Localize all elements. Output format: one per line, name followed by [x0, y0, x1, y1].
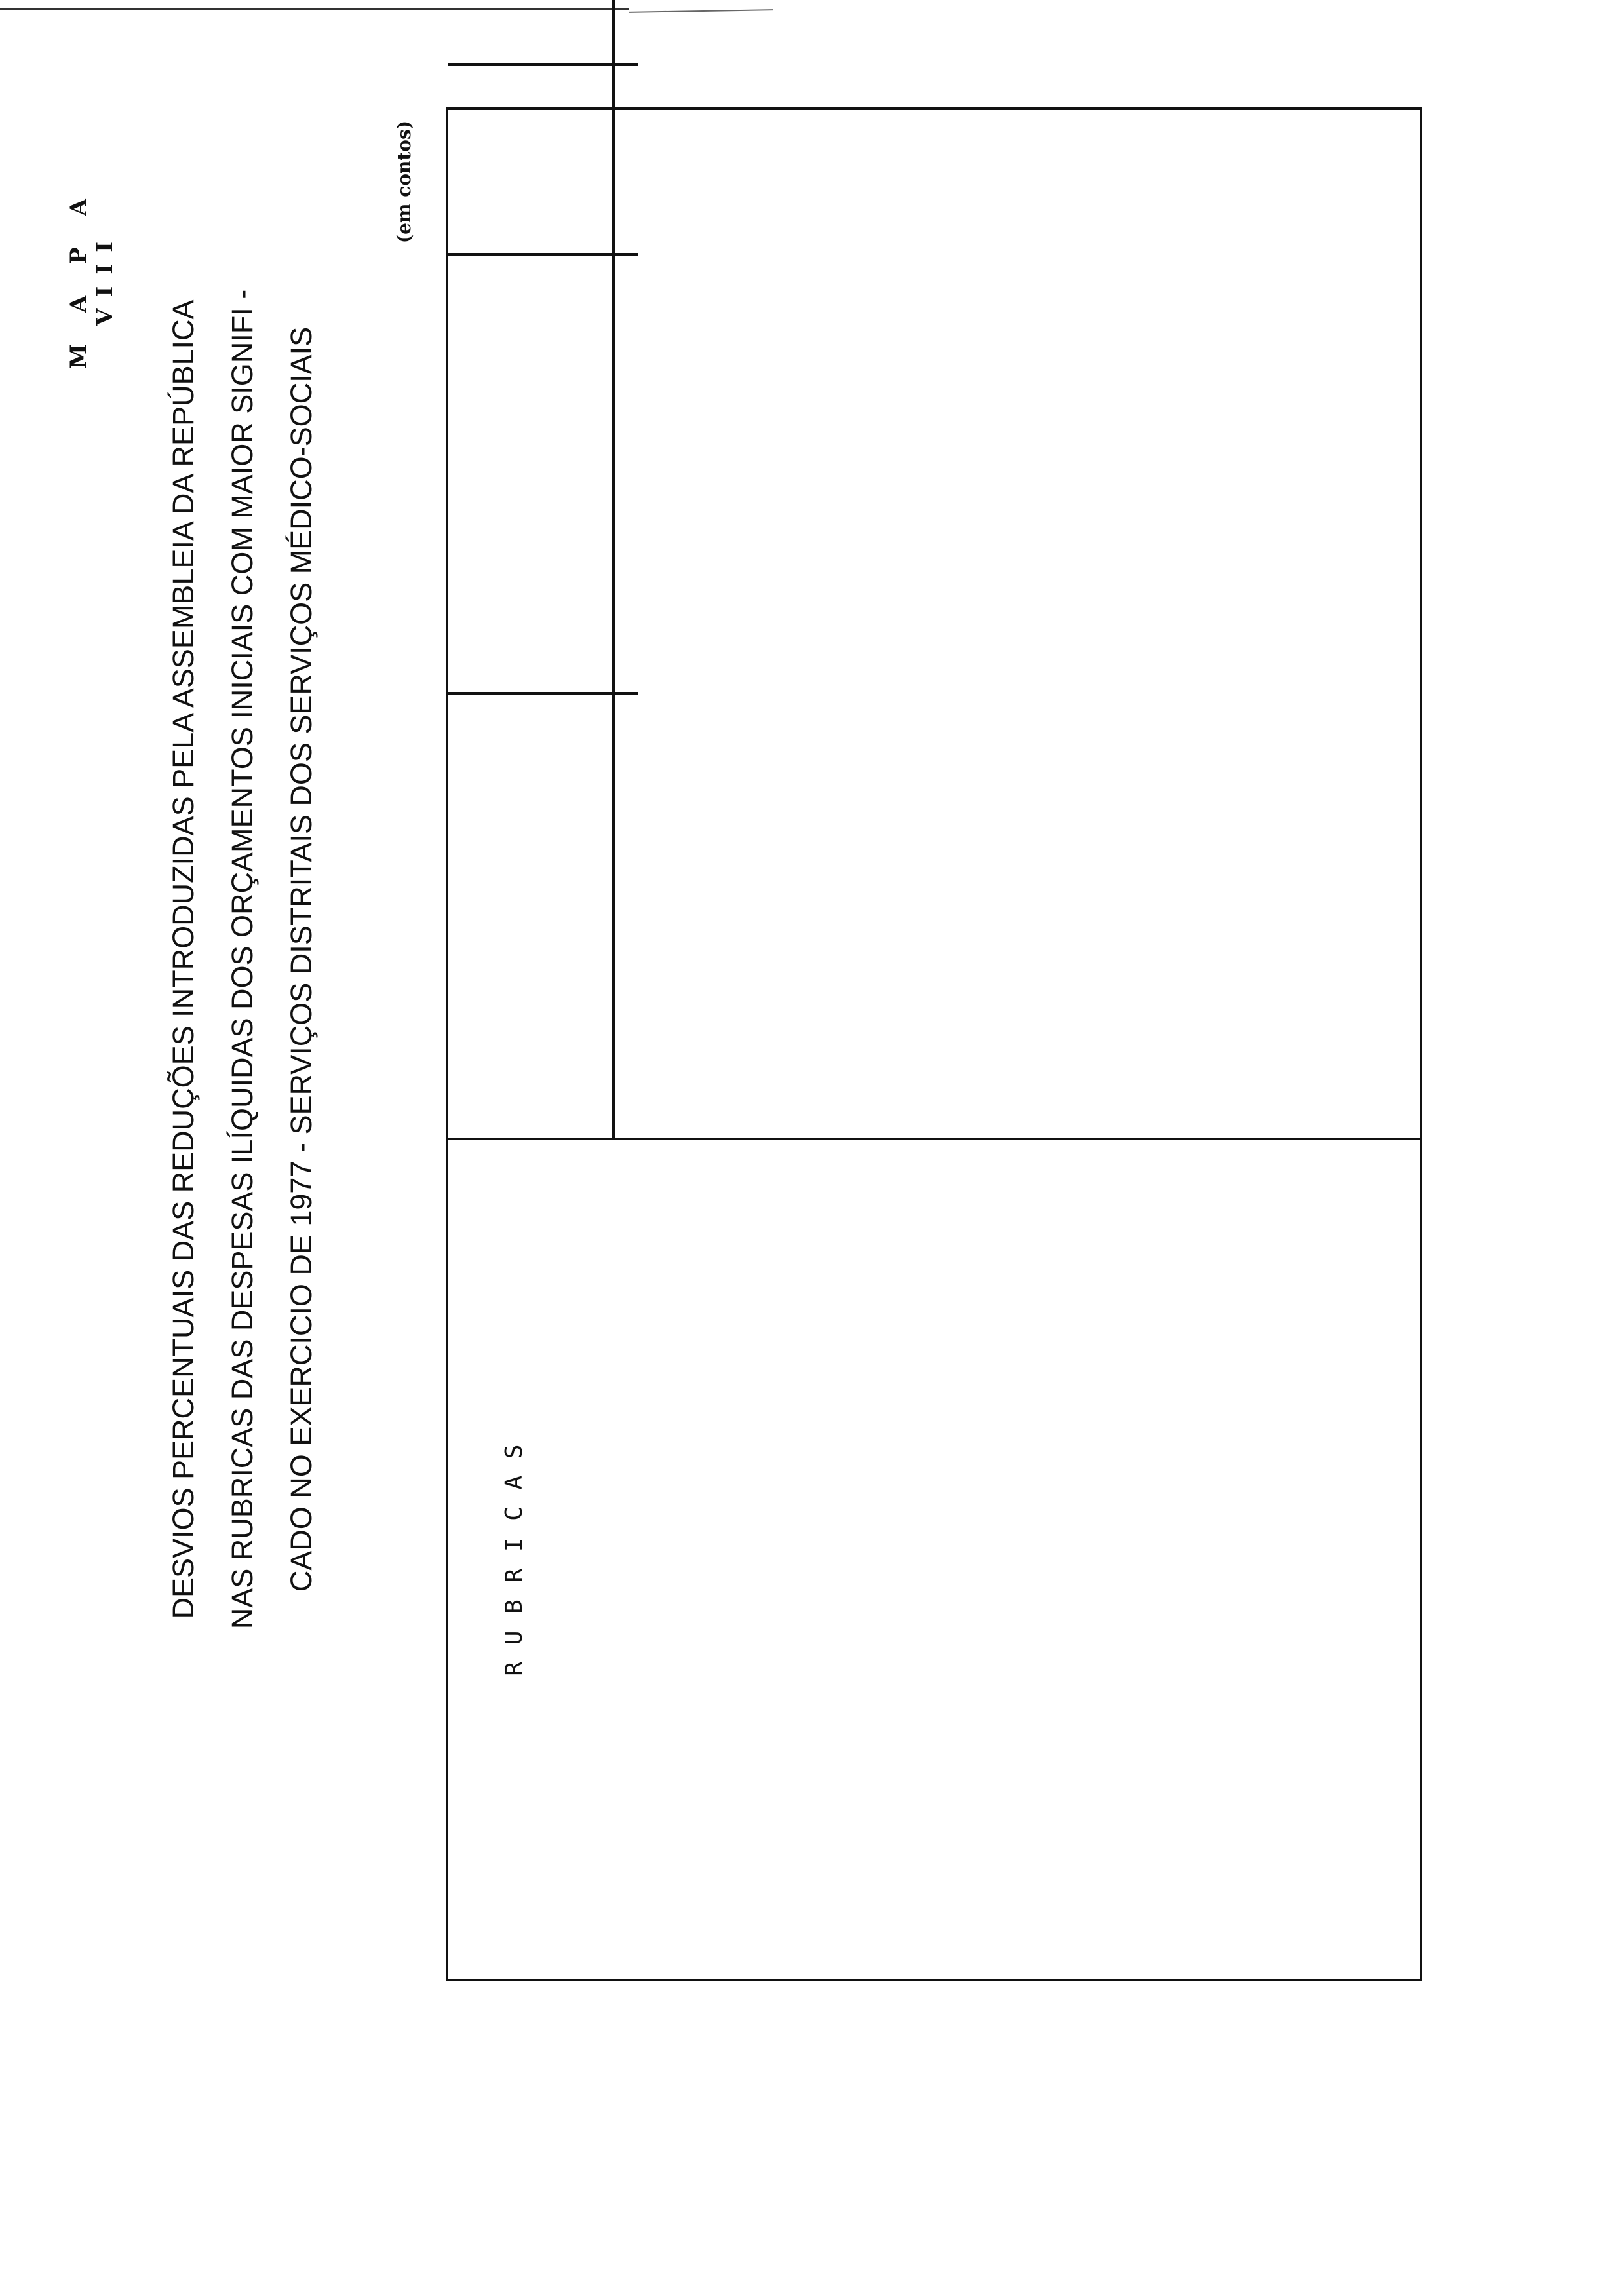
units-note: (em contos) [393, 121, 415, 244]
column-divider [448, 692, 638, 695]
document-title [154, 16, 331, 1903]
map-number: M A P A VIII [66, 187, 118, 369]
header-divider [612, 0, 615, 1140]
budget-table [446, 107, 1422, 1981]
title-line-2: NAS RUBRICAS DAS DESPESAS ILÍQUIDAS DOS ORÇAMENTOS INICIAIS COM MAIOR SIGNIFI - [225, 289, 259, 1630]
rubricas-header: R U B R I C A S [501, 1443, 528, 1676]
title-line-1: DESVIOS PERCENTUAIS DAS REDUÇÕES INTRODUZIDAS PELA ASSEMBLEIA DA REPÚBLICA [166, 299, 200, 1619]
title-line-3: CADO NO EXERCICIO DE 1977 - SERVIÇOS DISTRITAIS DOS SERVIÇOS MÉDICO-SOCIAIS [284, 326, 318, 1592]
column-divider [448, 63, 638, 66]
column-divider [448, 253, 638, 256]
